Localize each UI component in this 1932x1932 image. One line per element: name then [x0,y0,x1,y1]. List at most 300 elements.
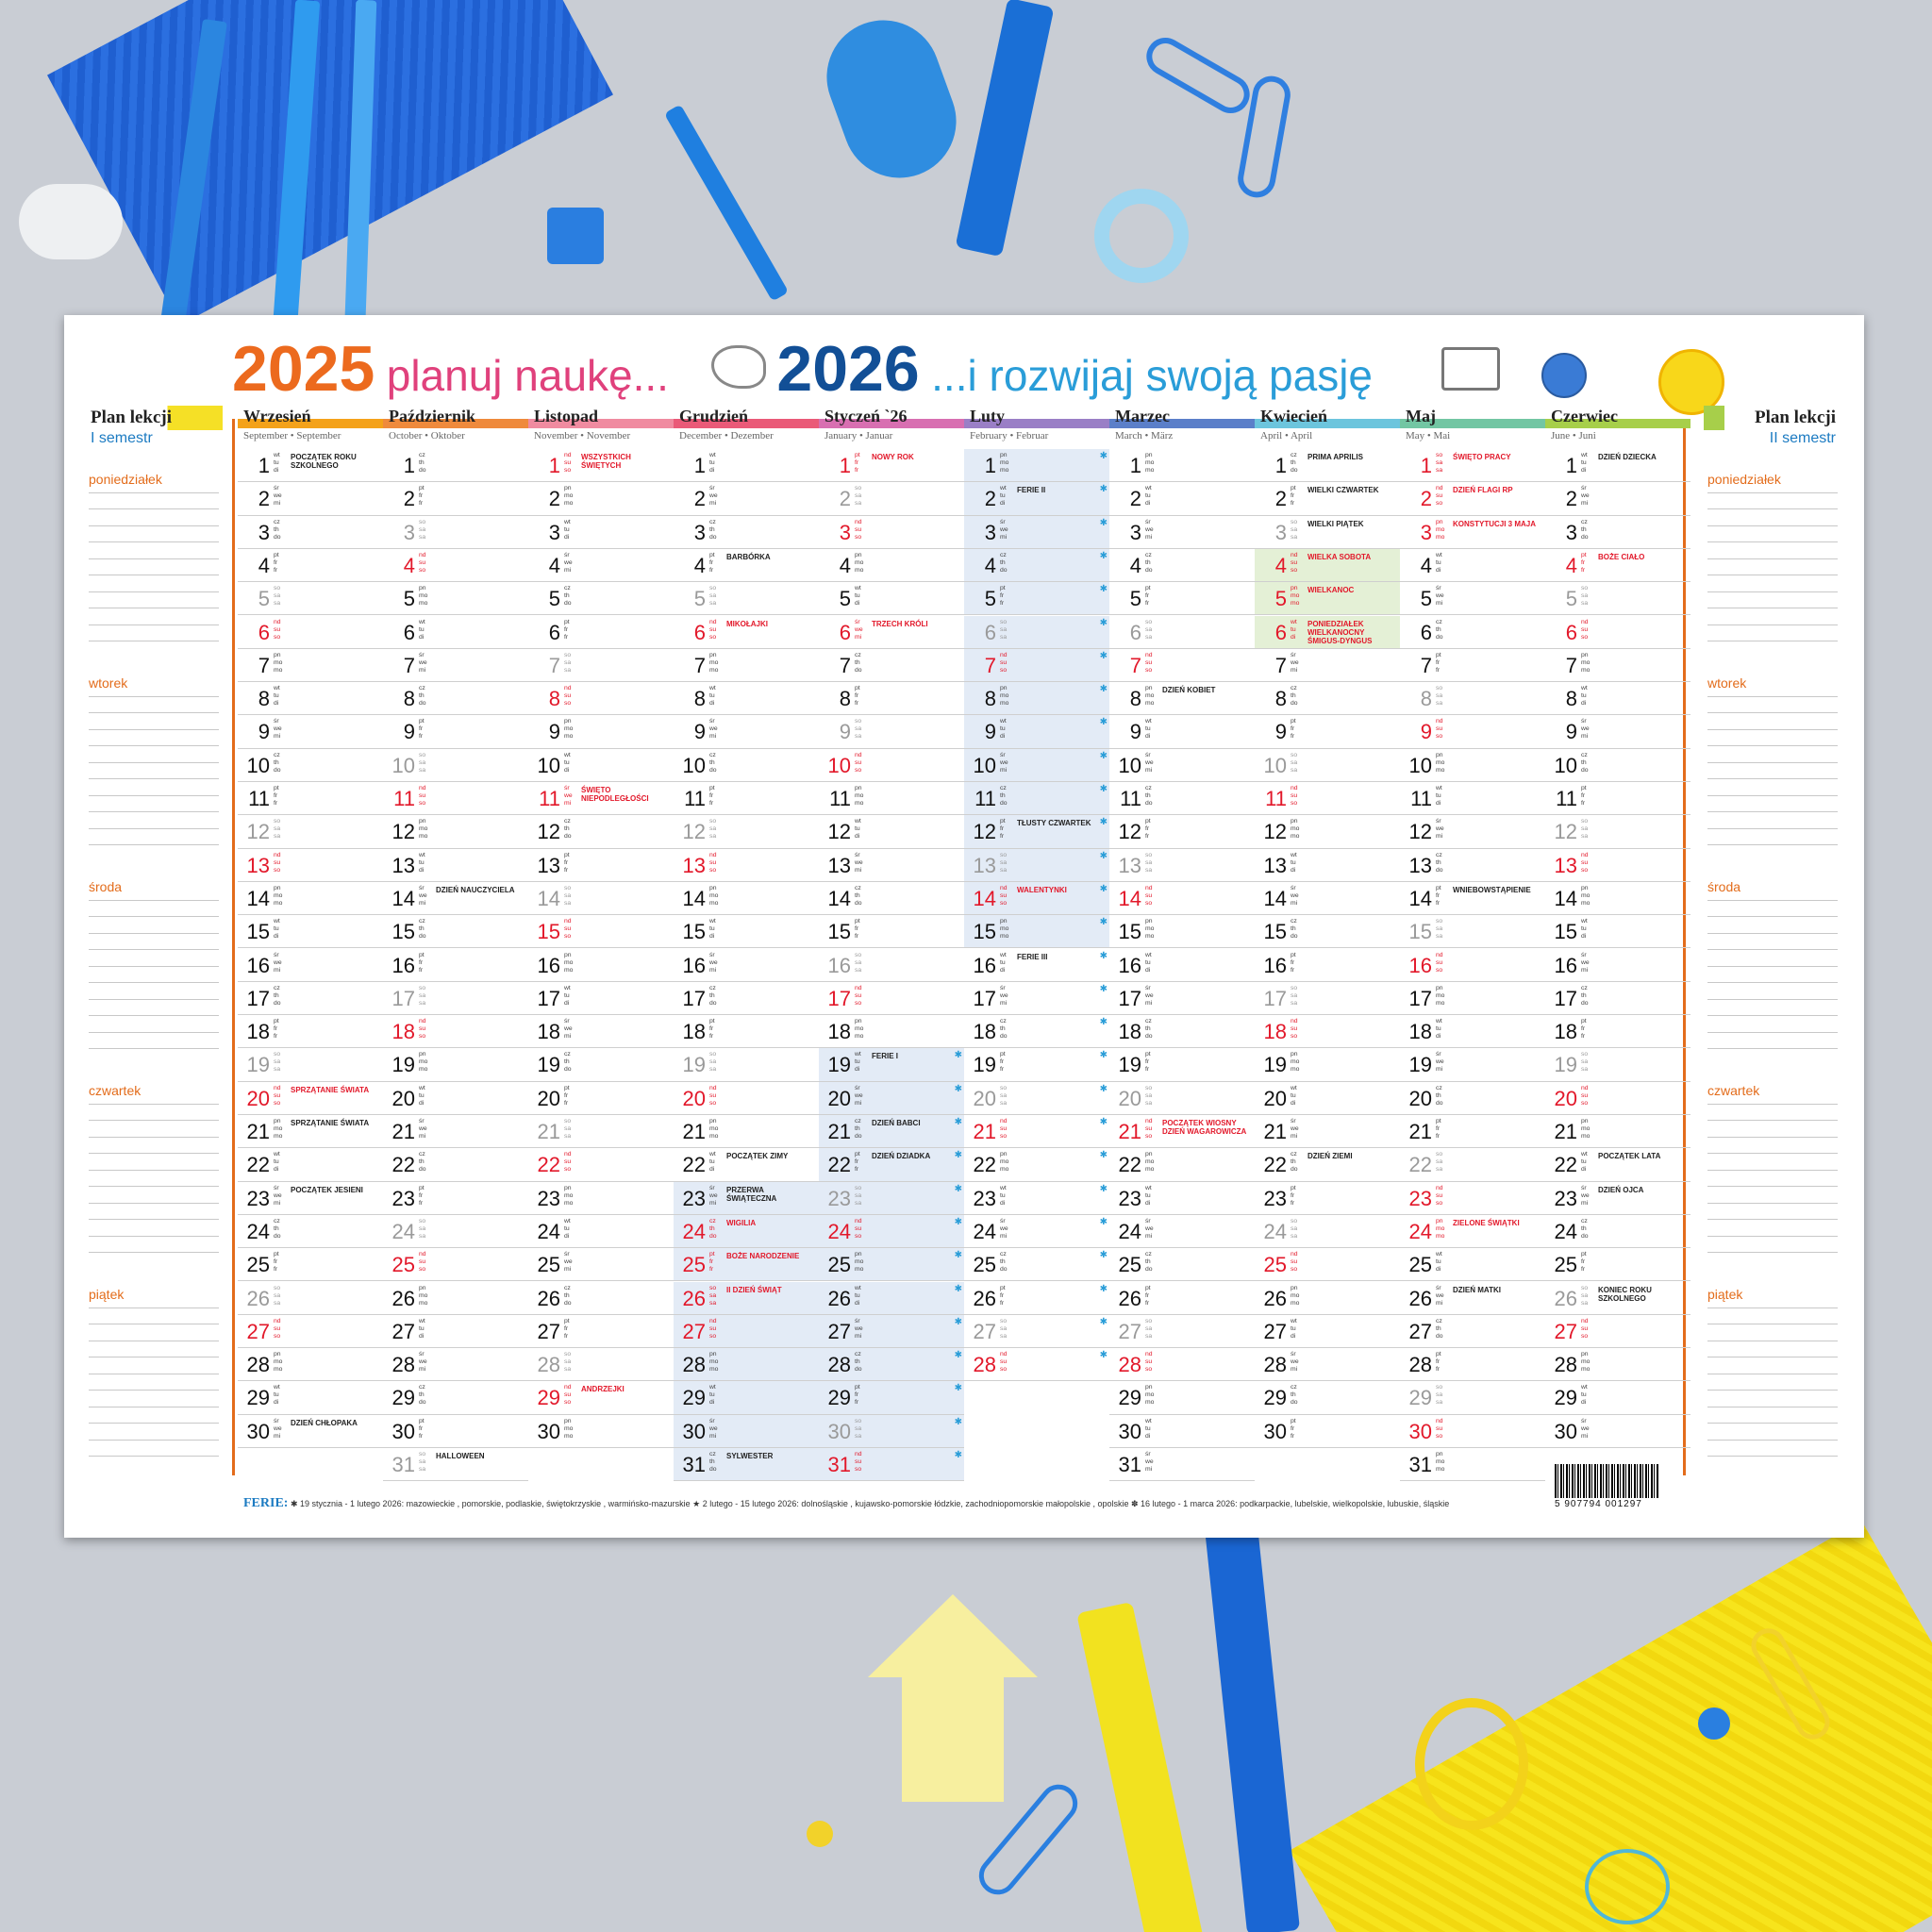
lesson-line[interactable] [1707,508,1838,509]
day-cell[interactable] [964,1315,1109,1348]
day-cell[interactable] [238,1282,383,1315]
lesson-line[interactable] [89,1153,219,1154]
lesson-line[interactable] [1707,1252,1838,1253]
day-cell[interactable] [528,649,674,682]
day-cell[interactable] [1109,682,1255,715]
day-cell[interactable] [1255,449,1400,482]
day-cell[interactable] [1545,749,1690,782]
day-cell[interactable] [383,682,528,715]
day-cell[interactable] [383,1148,528,1181]
day-cell[interactable] [528,749,674,782]
day-cell[interactable] [383,1215,528,1248]
day-cell[interactable] [819,649,964,682]
day-cell[interactable] [674,1282,819,1315]
lesson-line[interactable] [1707,1153,1838,1154]
lesson-line[interactable] [89,745,219,746]
lesson-line[interactable] [1707,1104,1838,1105]
lesson-line[interactable] [1707,541,1838,542]
day-cell[interactable] [674,1215,819,1248]
day-cell[interactable] [383,949,528,982]
day-cell[interactable] [1545,1115,1690,1148]
day-cell[interactable] [238,1348,383,1381]
day-cell[interactable] [819,782,964,815]
lesson-line[interactable] [89,508,219,509]
day-cell[interactable] [383,815,528,848]
day-cell[interactable] [528,1215,674,1248]
day-cell[interactable] [238,449,383,482]
day-cell[interactable] [238,949,383,982]
day-cell[interactable] [674,882,819,915]
day-cell[interactable] [1545,1248,1690,1281]
day-cell[interactable] [383,882,528,915]
day-cell[interactable] [819,1215,964,1248]
day-cell[interactable] [1400,782,1545,815]
lesson-line[interactable] [89,1219,219,1220]
day-cell[interactable] [1545,882,1690,915]
day-cell[interactable] [819,582,964,615]
day-cell[interactable] [1400,1048,1545,1081]
day-cell[interactable] [238,1082,383,1115]
day-cell[interactable] [1255,1048,1400,1081]
day-cell[interactable] [528,1082,674,1115]
day-cell[interactable] [528,915,674,948]
lesson-line[interactable] [89,1137,219,1138]
day-cell[interactable] [1109,849,1255,882]
day-cell[interactable] [1545,449,1690,482]
day-cell[interactable] [528,882,674,915]
lesson-line[interactable] [1707,492,1838,493]
day-cell[interactable] [1545,1348,1690,1381]
day-cell[interactable] [238,749,383,782]
day-cell[interactable] [383,849,528,882]
day-cell[interactable] [1545,1215,1690,1248]
day-cell[interactable] [1109,1148,1255,1181]
day-cell[interactable] [1255,1215,1400,1248]
day-cell[interactable] [1545,1182,1690,1215]
day-cell[interactable] [383,1048,528,1081]
day-cell[interactable] [964,449,1109,482]
day-cell[interactable] [1400,1348,1545,1381]
lesson-line[interactable] [89,1440,219,1441]
day-cell[interactable] [964,482,1109,515]
day-cell[interactable] [1255,549,1400,582]
day-cell[interactable] [1255,582,1400,615]
day-cell[interactable] [238,582,383,615]
day-cell[interactable] [964,1048,1109,1081]
day-cell[interactable] [819,1015,964,1048]
lesson-line[interactable] [1707,558,1838,559]
day-cell[interactable] [819,1348,964,1381]
lesson-line[interactable] [1707,1440,1838,1441]
day-cell[interactable] [674,616,819,649]
day-cell[interactable] [528,1182,674,1215]
day-cell[interactable] [1400,449,1545,482]
day-cell[interactable] [819,815,964,848]
day-cell[interactable] [383,1315,528,1348]
day-cell[interactable] [1400,1215,1545,1248]
day-cell[interactable] [819,1115,964,1148]
day-cell[interactable] [964,915,1109,948]
day-cell[interactable] [238,1415,383,1448]
day-cell[interactable] [383,1381,528,1414]
day-cell[interactable] [1109,815,1255,848]
day-cell[interactable] [383,582,528,615]
day-cell[interactable] [1109,616,1255,649]
day-cell[interactable] [674,1248,819,1281]
day-cell[interactable] [528,1015,674,1048]
day-cell[interactable] [1255,1082,1400,1115]
day-cell[interactable] [383,449,528,482]
day-cell[interactable] [383,715,528,748]
lesson-line[interactable] [89,1186,219,1187]
day-cell[interactable] [1400,1082,1545,1115]
lesson-line[interactable] [1707,811,1838,812]
day-cell[interactable] [1255,1248,1400,1281]
day-cell[interactable] [964,516,1109,549]
day-cell[interactable] [238,882,383,915]
lesson-line[interactable] [1707,966,1838,967]
day-cell[interactable] [674,782,819,815]
day-cell[interactable] [1545,1148,1690,1181]
day-cell[interactable] [819,1182,964,1215]
lesson-line[interactable] [89,492,219,493]
day-cell[interactable] [819,1282,964,1315]
day-cell[interactable] [964,982,1109,1015]
lesson-line[interactable] [89,1307,219,1308]
day-cell[interactable] [383,1348,528,1381]
day-cell[interactable] [819,1415,964,1448]
lesson-line[interactable] [1707,795,1838,796]
day-cell[interactable] [383,1082,528,1115]
day-cell[interactable] [1255,1182,1400,1215]
lesson-line[interactable] [1707,778,1838,779]
lesson-line[interactable] [89,900,219,901]
day-cell[interactable] [1109,549,1255,582]
day-cell[interactable] [1400,582,1545,615]
day-cell[interactable] [1545,1315,1690,1348]
lesson-line[interactable] [89,696,219,697]
day-cell[interactable] [528,815,674,848]
day-cell[interactable] [1255,1315,1400,1348]
day-cell[interactable] [819,516,964,549]
day-cell[interactable] [819,849,964,882]
day-cell[interactable] [528,1048,674,1081]
day-cell[interactable] [1400,649,1545,682]
day-cell[interactable] [383,1015,528,1048]
day-cell[interactable] [964,1115,1109,1148]
day-cell[interactable] [1545,715,1690,748]
day-cell[interactable] [674,915,819,948]
lesson-line[interactable] [1707,1236,1838,1237]
day-cell[interactable] [1255,782,1400,815]
day-cell[interactable] [1400,1448,1545,1481]
day-cell[interactable] [1255,915,1400,948]
day-cell[interactable] [383,1182,528,1215]
day-cell[interactable] [1545,1048,1690,1081]
lesson-line[interactable] [89,916,219,917]
day-cell[interactable] [528,982,674,1015]
day-cell[interactable] [1109,1315,1255,1348]
lesson-line[interactable] [89,778,219,779]
day-cell[interactable] [964,782,1109,815]
lesson-line[interactable] [1707,712,1838,713]
day-cell[interactable] [1400,1182,1545,1215]
lesson-line[interactable] [1707,949,1838,950]
day-cell[interactable] [964,749,1109,782]
day-cell[interactable] [1109,949,1255,982]
day-cell[interactable] [1545,482,1690,515]
day-cell[interactable] [1400,815,1545,848]
day-cell[interactable] [1109,1048,1255,1081]
day-cell[interactable] [238,715,383,748]
day-cell[interactable] [1255,616,1400,649]
lesson-line[interactable] [89,811,219,812]
day-cell[interactable] [964,715,1109,748]
day-cell[interactable] [819,982,964,1015]
day-cell[interactable] [964,1148,1109,1181]
day-cell[interactable] [1255,1148,1400,1181]
day-cell[interactable] [1545,549,1690,582]
day-cell[interactable] [528,782,674,815]
day-cell[interactable] [1109,915,1255,948]
lesson-line[interactable] [89,1170,219,1171]
day-cell[interactable] [1400,1381,1545,1414]
day-cell[interactable] [238,1315,383,1348]
lesson-line[interactable] [89,966,219,967]
day-cell[interactable] [1400,882,1545,915]
day-cell[interactable] [674,482,819,515]
lesson-line[interactable] [89,1120,219,1121]
day-cell[interactable] [819,1448,964,1481]
day-cell[interactable] [238,516,383,549]
day-cell[interactable] [528,1381,674,1414]
day-cell[interactable] [1255,1015,1400,1048]
day-cell[interactable] [1545,1415,1690,1448]
lesson-line[interactable] [89,541,219,542]
day-cell[interactable] [528,1148,674,1181]
day-cell[interactable] [238,1048,383,1081]
lesson-line[interactable] [1707,828,1838,829]
lesson-line[interactable] [89,1203,219,1204]
day-cell[interactable] [819,949,964,982]
day-cell[interactable] [964,1348,1109,1381]
day-cell[interactable] [1400,1315,1545,1348]
day-cell[interactable] [819,616,964,649]
day-cell[interactable] [528,449,674,482]
lesson-line[interactable] [89,591,219,592]
day-cell[interactable] [1400,482,1545,515]
lesson-line[interactable] [89,525,219,526]
lesson-line[interactable] [1707,696,1838,697]
day-cell[interactable] [1255,1115,1400,1148]
lesson-line[interactable] [89,1390,219,1391]
lesson-line[interactable] [1707,1015,1838,1016]
lesson-line[interactable] [1707,999,1838,1000]
day-cell[interactable] [238,1148,383,1181]
lesson-line[interactable] [1707,591,1838,592]
day-cell[interactable] [383,616,528,649]
lesson-line[interactable] [89,1456,219,1457]
day-cell[interactable] [1400,915,1545,948]
day-cell[interactable] [1545,815,1690,848]
lesson-line[interactable] [89,999,219,1000]
day-cell[interactable] [674,1415,819,1448]
day-cell[interactable] [1545,1015,1690,1048]
lesson-line[interactable] [89,558,219,559]
day-cell[interactable] [528,849,674,882]
day-cell[interactable] [528,616,674,649]
day-cell[interactable] [1545,582,1690,615]
day-cell[interactable] [383,1448,528,1481]
day-cell[interactable] [1109,715,1255,748]
day-cell[interactable] [528,1248,674,1281]
day-cell[interactable] [1255,482,1400,515]
day-cell[interactable] [1255,715,1400,748]
day-cell[interactable] [1400,749,1545,782]
day-cell[interactable] [1400,1148,1545,1181]
day-cell[interactable] [674,516,819,549]
day-cell[interactable] [1109,882,1255,915]
day-cell[interactable] [819,1381,964,1414]
day-cell[interactable] [964,849,1109,882]
lesson-line[interactable] [89,1236,219,1237]
lesson-line[interactable] [89,762,219,763]
day-cell[interactable] [1545,915,1690,948]
day-cell[interactable] [1400,1115,1545,1148]
lesson-line[interactable] [89,712,219,713]
day-cell[interactable] [819,1082,964,1115]
day-cell[interactable] [674,449,819,482]
day-cell[interactable] [238,1381,383,1414]
day-cell[interactable] [1109,516,1255,549]
day-cell[interactable] [528,582,674,615]
day-cell[interactable] [819,1248,964,1281]
lesson-line[interactable] [1707,1170,1838,1171]
day-cell[interactable] [238,982,383,1015]
day-cell[interactable] [1545,949,1690,982]
lesson-line[interactable] [89,949,219,950]
day-cell[interactable] [1255,882,1400,915]
day-cell[interactable] [1545,1082,1690,1115]
lesson-line[interactable] [1707,1032,1838,1033]
day-cell[interactable] [528,1415,674,1448]
day-cell[interactable] [1400,982,1545,1015]
day-cell[interactable] [383,982,528,1015]
day-cell[interactable] [674,1182,819,1215]
lesson-line[interactable] [89,1104,219,1105]
day-cell[interactable] [1109,449,1255,482]
day-cell[interactable] [964,1082,1109,1115]
lesson-line[interactable] [1707,745,1838,746]
day-cell[interactable] [1545,649,1690,682]
day-cell[interactable] [819,482,964,515]
lesson-line[interactable] [1707,844,1838,845]
day-cell[interactable] [819,682,964,715]
lesson-line[interactable] [1707,1307,1838,1308]
day-cell[interactable] [383,749,528,782]
day-cell[interactable] [383,782,528,815]
lesson-line[interactable] [1707,900,1838,901]
day-cell[interactable] [819,449,964,482]
lesson-line[interactable] [89,982,219,983]
day-cell[interactable] [819,1315,964,1348]
day-cell[interactable] [964,549,1109,582]
lesson-line[interactable] [89,1252,219,1253]
lesson-line[interactable] [89,1032,219,1033]
day-cell[interactable] [1545,616,1690,649]
day-cell[interactable] [674,1048,819,1081]
day-cell[interactable] [1255,815,1400,848]
day-cell[interactable] [1255,516,1400,549]
day-cell[interactable] [383,1282,528,1315]
day-cell[interactable] [674,1448,819,1481]
day-cell[interactable] [1255,749,1400,782]
lesson-line[interactable] [89,729,219,730]
lesson-line[interactable] [1707,1423,1838,1424]
day-cell[interactable] [383,549,528,582]
lesson-line[interactable] [89,844,219,845]
day-cell[interactable] [674,949,819,982]
day-cell[interactable] [1109,1381,1255,1414]
day-cell[interactable] [674,1015,819,1048]
day-cell[interactable] [819,749,964,782]
day-cell[interactable] [819,715,964,748]
day-cell[interactable] [1545,982,1690,1015]
day-cell[interactable] [383,1248,528,1281]
day-cell[interactable] [528,482,674,515]
day-cell[interactable] [238,849,383,882]
day-cell[interactable] [1109,982,1255,1015]
day-cell[interactable] [674,1148,819,1181]
lesson-line[interactable] [1707,1186,1838,1187]
day-cell[interactable] [819,1148,964,1181]
day-cell[interactable] [1255,1415,1400,1448]
day-cell[interactable] [1400,1015,1545,1048]
day-cell[interactable] [1109,782,1255,815]
lesson-line[interactable] [1707,525,1838,526]
day-cell[interactable] [1400,1415,1545,1448]
day-cell[interactable] [238,682,383,715]
day-cell[interactable] [238,649,383,682]
day-cell[interactable] [674,582,819,615]
day-cell[interactable] [1545,682,1690,715]
day-cell[interactable] [1109,649,1255,682]
lesson-line[interactable] [1707,916,1838,917]
lesson-line[interactable] [89,1015,219,1016]
day-cell[interactable] [1109,1015,1255,1048]
day-cell[interactable] [1400,715,1545,748]
day-cell[interactable] [1109,1348,1255,1381]
day-cell[interactable] [1255,1381,1400,1414]
day-cell[interactable] [238,1215,383,1248]
day-cell[interactable] [819,549,964,582]
lesson-line[interactable] [1707,1120,1838,1121]
day-cell[interactable] [674,682,819,715]
day-cell[interactable] [528,715,674,748]
day-cell[interactable] [1545,1282,1690,1315]
day-cell[interactable] [964,1282,1109,1315]
day-cell[interactable] [674,649,819,682]
day-cell[interactable] [964,1215,1109,1248]
day-cell[interactable] [819,882,964,915]
day-cell[interactable] [528,1282,674,1315]
lesson-line[interactable] [1707,1219,1838,1220]
day-cell[interactable] [1400,549,1545,582]
day-cell[interactable] [238,482,383,515]
day-cell[interactable] [674,982,819,1015]
lesson-line[interactable] [1707,1048,1838,1049]
day-cell[interactable] [528,516,674,549]
